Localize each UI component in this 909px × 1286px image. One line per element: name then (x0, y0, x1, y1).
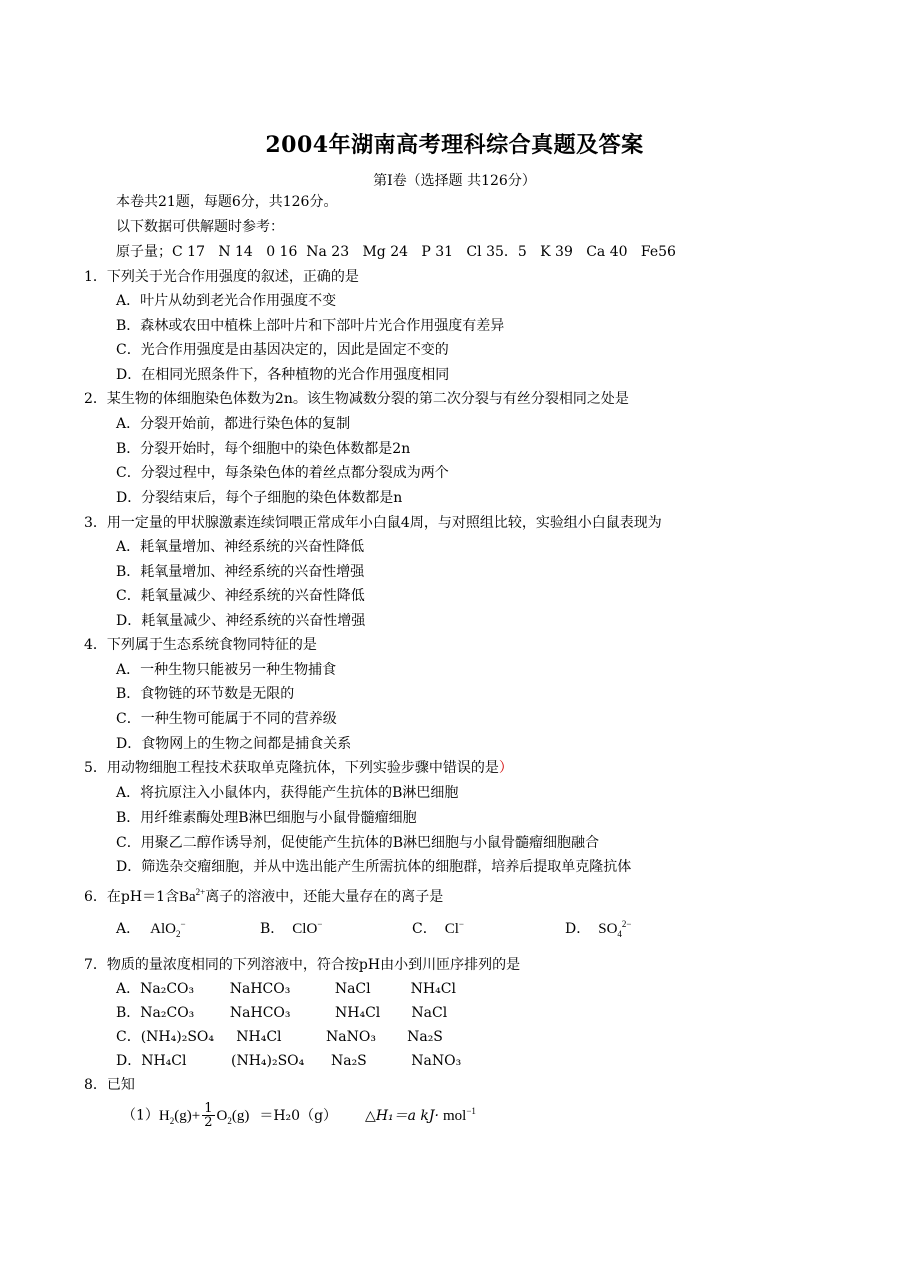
question-2-option-d: D．分裂结束后，每个子细胞的染色体数都是n (116, 490, 403, 506)
fraction-numerator: 1 (204, 1101, 213, 1116)
question-6-option-b (260, 918, 322, 938)
question-3-option-c: C．耗氧量减少、神经系统的兴奋性降低 (116, 588, 365, 604)
question-7-option-c: C．(NH₄)₂SO₄ NH₄Cl NaNO₃ Na₂S (116, 1029, 443, 1045)
question-6-option-a (116, 918, 186, 939)
question-6-stem-part: 6．在pH＝1含 (84, 889, 179, 905)
h2-subscript: 2 (169, 1115, 175, 1126)
option-superscript: − (180, 919, 186, 929)
state-g: (g)+ (174, 1107, 201, 1124)
question-2-option-b: B．分裂开始时，每个细胞中的染色体数都是2n (116, 441, 411, 457)
question-2-option-c: C．分裂过程中，每条染色体的着丝点都分裂成为两个 (116, 465, 449, 481)
red-paren: ） (498, 760, 513, 776)
section-subtitle: 第Ⅰ卷（选择题 共126分） (373, 173, 536, 189)
intro-line: 本卷共21题，每题6分，共126分。 (116, 194, 338, 210)
question-5-option-d: D．筛选杂交瘤细胞，并从中选出能产生所需抗体的细胞群，培养后提取单克隆抗体 (116, 859, 632, 875)
option-formula: AlO (150, 921, 176, 937)
option-formula: Cl (444, 921, 459, 937)
question-5-option-a: A．将抗原注入小鼠体内，获得能产生抗体的B淋巴细胞 (116, 785, 459, 801)
option-formula: ClO (292, 921, 318, 937)
option-subscript: 4 (617, 929, 622, 939)
ion-charge: 2+ (195, 887, 206, 897)
ion-symbol: Ba (179, 889, 196, 905)
question-3-option-d: D．耗氧量减少、神经系统的兴奋性增强 (116, 613, 366, 629)
option-label: B． (260, 921, 285, 937)
equation-product: ＝H₂0（g） (259, 1107, 338, 1124)
question-7-option-a: A．Na₂CO₃ NaHCO₃ NaCl NH₄Cl (116, 981, 456, 997)
thermochemical-equation (122, 1102, 476, 1129)
option-subscript: 2 (175, 929, 181, 939)
question-1-stem: 1．下列关于光合作用强度的叙述，正确的是 (84, 269, 359, 285)
o2-formula: O (216, 1107, 228, 1124)
option-superscript: − (458, 919, 464, 929)
question-2-stem: 2．某生物的体细胞染色体数为2n。该生物减数分裂的第二次分裂与有丝分裂相同之处是 (84, 391, 629, 407)
question-3-option-a: A．耗氧量增加、神经系统的兴奋性降低 (116, 539, 365, 555)
question-7-option-d: D．NH₄Cl (NH₄)₂SO₄ Na₂S NaNO₃ (116, 1053, 462, 1069)
question-1-option-a: A．叶片从幼到老光合作用强度不变 (116, 293, 337, 309)
option-formula: SO (598, 921, 618, 937)
question-5-stem-text: 5．用动物细胞工程技术获取单克隆抗体，下列实验步骤中错误的是 (84, 760, 499, 776)
question-4-option-d: D．食物网上的生物之间都是捕食关系 (116, 736, 352, 752)
question-4-option-c: C．一种生物可能属于不同的营养级 (116, 711, 337, 727)
unit-mol: mol (442, 1107, 467, 1124)
question-7-option-b: B．Na₂CO₃ NaHCO₃ NH₄Cl NaCl (116, 1005, 448, 1021)
question-8-stem: 8．已知 (84, 1077, 135, 1093)
question-2-option-a: A．分裂开始前，都进行染色体的复制 (116, 416, 351, 432)
question-5-stem (84, 759, 513, 777)
unit-exponent: −1 (466, 1105, 476, 1116)
barium-ion (179, 889, 205, 905)
question-4-option-a: A．一种生物只能被另一种生物捕食 (116, 662, 337, 678)
intro-line: 以下数据可供解题时参考： (116, 219, 284, 235)
question-3-stem: 3．用一定量的甲状腺激素连续饲喂正常成年小白鼠4周，与对照组比较，实验组小白鼠表现为 (84, 515, 662, 531)
question-5-option-c: C．用聚乙二醇作诱导剂，促使能产生抗体的B淋巴细胞与小鼠骨髓瘤细胞融合 (116, 835, 599, 851)
question-1-option-d: D．在相同光照条件下，各种植物的光合作用强度相同 (116, 367, 450, 383)
option-label: C． (412, 921, 437, 937)
question-6-option-d (565, 918, 632, 939)
question-1-option-c: C．光合作用强度是由基因决定的，因此是固定不变的 (116, 342, 449, 358)
question-1-option-b: B．森林或农田中植株上部叶片和下部叶片光合作用强度有差异 (116, 318, 505, 334)
option-superscript: 2− (621, 919, 632, 929)
fraction-denominator: 2 (204, 1115, 213, 1130)
page-title: 2004年湖南高考理科综合真题及答案 (265, 132, 644, 158)
equation-label: （1） (122, 1107, 159, 1124)
atomic-mass-line: 原子量；C 17 N 14 0 16 Na 23 Mg 24 P 31 Cl 35．5 K 39 Ca 40 Fe56 (116, 244, 676, 260)
enthalpy-change: △H₁＝a kJ· (365, 1107, 439, 1124)
question-4-stem: 4．下列属于生态系统食物同特征的是 (84, 637, 317, 653)
question-5-option-b: B．用纤维素酶处理B淋巴细胞与小鼠骨髓瘤细胞 (116, 810, 417, 826)
option-label: D． (565, 921, 591, 937)
fraction-one-half (202, 1102, 214, 1129)
question-3-option-b: B．耗氧量增加、神经系统的兴奋性增强 (116, 564, 365, 580)
option-superscript: − (317, 919, 323, 929)
question-4-option-b: B．食物链的环节数是无限的 (116, 686, 295, 702)
option-label: A． (116, 921, 141, 937)
question-6-option-c (412, 918, 464, 938)
question-7-stem: 7．物质的量浓度相同的下列溶液中，符合按pH由小到川匝序排列的是 (84, 957, 521, 973)
question-6-stem-part: 离子的溶液中，还能大量存在的离子是 (205, 889, 444, 905)
question-6-stem (84, 883, 443, 906)
h2-formula: H (158, 1107, 170, 1124)
o2-subscript: 2 (227, 1115, 232, 1126)
state-g: (g) (231, 1107, 250, 1124)
